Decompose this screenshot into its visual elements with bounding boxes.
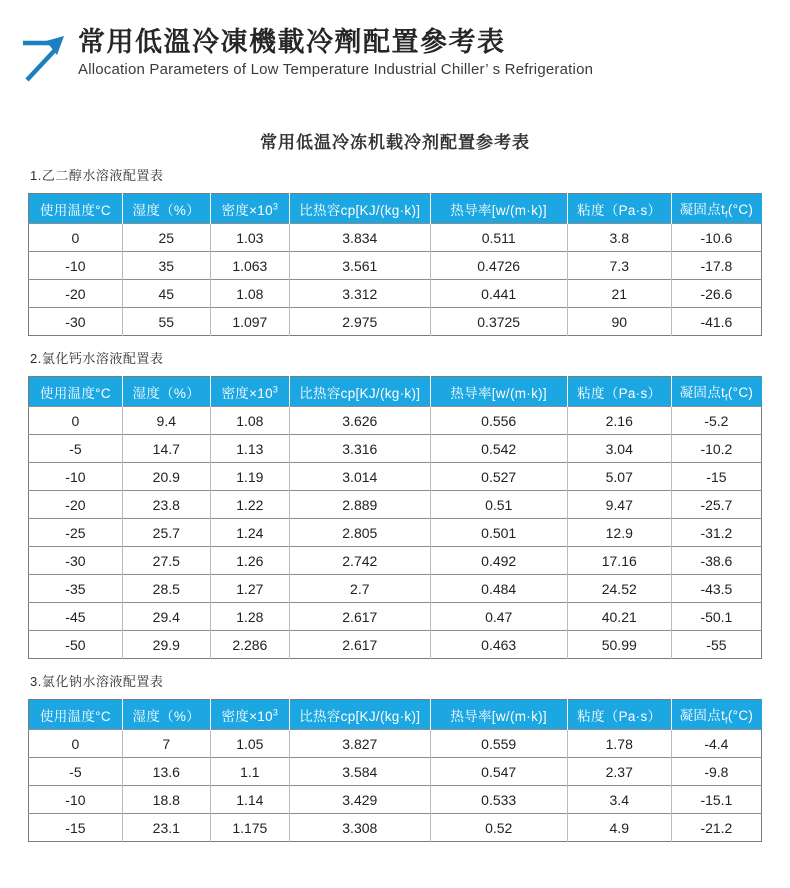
- table-row: [29, 519, 762, 547]
- table-cell: 0.556: [430, 407, 567, 435]
- table-cell: 29.9: [122, 631, 210, 659]
- table-cell: 40.21: [567, 603, 671, 631]
- table-cell: 0.492: [430, 547, 567, 575]
- column-header: 比热容cp[KJ/(kg·k)]: [289, 194, 430, 224]
- column-header: 热导率[w/(m·k)]: [430, 377, 567, 407]
- table-cell: -25.7: [671, 491, 761, 519]
- table-cell: 50.99: [567, 631, 671, 659]
- table-cell: 4.9: [567, 814, 671, 842]
- column-header: 凝固点$t_f(^\circ C)$: [671, 194, 761, 224]
- table-cell: 27.5: [122, 547, 210, 575]
- table-cell: -15.1: [671, 786, 761, 814]
- table-cell: 2.7: [289, 575, 430, 603]
- table-row: [29, 547, 762, 575]
- table-cell: 3.308: [289, 814, 430, 842]
- table-cell: -31.2: [671, 519, 761, 547]
- table-cell: 13.6: [122, 758, 210, 786]
- table-cell: 2.286: [210, 631, 289, 659]
- table-cell: 2.975: [289, 308, 430, 336]
- section-label: 1.乙二醇水溶液配置表: [30, 168, 164, 183]
- column-header: 粘度（Pa·s）: [567, 700, 671, 730]
- table-cell: 3.584: [289, 758, 430, 786]
- table-cell: 0.542: [430, 435, 567, 463]
- column-header: 湿度（%）: [122, 194, 210, 224]
- table-cell: 1.28: [210, 603, 289, 631]
- table-cell: 1.24: [210, 519, 289, 547]
- arrow-up-right-icon: [20, 30, 66, 82]
- data-table: [28, 376, 762, 659]
- document-title: 常用低温冷冻机载冷剂配置参考表: [260, 133, 530, 152]
- table-row: [29, 280, 762, 308]
- table-cell: -10: [29, 786, 123, 814]
- table-cell: 7: [122, 730, 210, 758]
- table-cell: 1.05: [210, 730, 289, 758]
- table-cell: 0.559: [430, 730, 567, 758]
- table-cell: -10: [29, 463, 123, 491]
- table-row: [29, 758, 762, 786]
- table-cell: -43.5: [671, 575, 761, 603]
- table-cell: 3.8: [567, 224, 671, 252]
- table-cell: 1.08: [210, 280, 289, 308]
- table-cell: 45: [122, 280, 210, 308]
- table-cell: 0.527: [430, 463, 567, 491]
- table-cell: -55: [671, 631, 761, 659]
- section-label: 2.氯化钙水溶液配置表: [30, 351, 164, 366]
- data-table: [28, 193, 762, 336]
- table-row: [29, 252, 762, 280]
- table-cell: 3.626: [289, 407, 430, 435]
- table-cell: 9.47: [567, 491, 671, 519]
- table-row: [29, 435, 762, 463]
- table-cell: 0.52: [430, 814, 567, 842]
- column-header: 密度$\times 10^3$: [210, 700, 289, 730]
- table-cell: -41.6: [671, 308, 761, 336]
- table-cell: 25: [122, 224, 210, 252]
- column-header: 粘度（Pa·s）: [567, 194, 671, 224]
- table-cell: 2.889: [289, 491, 430, 519]
- table-cell: 1.19: [210, 463, 289, 491]
- column-header: 比热容cp[KJ/(kg·k)]: [289, 700, 430, 730]
- table-cell: 3.316: [289, 435, 430, 463]
- table-cell: 1.097: [210, 308, 289, 336]
- column-header: 热导率[w/(m·k)]: [430, 700, 567, 730]
- table-cell: -10: [29, 252, 123, 280]
- table-cell: 2.617: [289, 631, 430, 659]
- table-cell: 1.175: [210, 814, 289, 842]
- column-header: 凝固点$t_f(^\circ C)$: [671, 377, 761, 407]
- table-cell: -21.2: [671, 814, 761, 842]
- table-cell: 2.805: [289, 519, 430, 547]
- table-cell: -30: [29, 547, 123, 575]
- table-cell: 1.13: [210, 435, 289, 463]
- table-cell: 24.52: [567, 575, 671, 603]
- table-cell: 1.14: [210, 786, 289, 814]
- table-cell: 29.4: [122, 603, 210, 631]
- table-cell: -10.6: [671, 224, 761, 252]
- table-cell: 3.04: [567, 435, 671, 463]
- brand-title-en: Allocation Parameters of Low Temperature Industrial Chiller’ s Refrigeration: [78, 61, 594, 79]
- table-cell: -26.6: [671, 280, 761, 308]
- table-row: [29, 407, 762, 435]
- table-row: [29, 730, 762, 758]
- table-cell: 0.47: [430, 603, 567, 631]
- table-cell: 14.7: [122, 435, 210, 463]
- table-cell: 35: [122, 252, 210, 280]
- table-cell: 3.827: [289, 730, 430, 758]
- section-label: 3.氯化钠水溶液配置表: [30, 674, 164, 689]
- table-cell: -5.2: [671, 407, 761, 435]
- table-cell: 23.8: [122, 491, 210, 519]
- table-cell: -20: [29, 280, 123, 308]
- table-row: [29, 308, 762, 336]
- table-cell: 0.484: [430, 575, 567, 603]
- table-cell: 9.4: [122, 407, 210, 435]
- table-cell: 28.5: [122, 575, 210, 603]
- table-cell: 12.9: [567, 519, 671, 547]
- table-cell: -5: [29, 758, 123, 786]
- table-cell: -38.6: [671, 547, 761, 575]
- table-cell: 2.617: [289, 603, 430, 631]
- table-cell: 3.834: [289, 224, 430, 252]
- table-cell: 55: [122, 308, 210, 336]
- table-cell: 0.4726: [430, 252, 567, 280]
- table-cell: 1.26: [210, 547, 289, 575]
- data-table: [28, 699, 762, 842]
- table-cell: 2.37: [567, 758, 671, 786]
- table-cell: -45: [29, 603, 123, 631]
- table-row: [29, 491, 762, 519]
- brand-titles: [78, 26, 593, 78]
- column-header: 热导率[w/(m·k)]: [430, 194, 567, 224]
- table-cell: 5.07: [567, 463, 671, 491]
- table-cell: 25.7: [122, 519, 210, 547]
- table-cell: 3.312: [289, 280, 430, 308]
- column-header: 湿度（%）: [122, 377, 210, 407]
- table-cell: 20.9: [122, 463, 210, 491]
- table-row: [29, 786, 762, 814]
- column-header: 密度$\times 10^3$: [210, 194, 289, 224]
- table-cell: 1.063: [210, 252, 289, 280]
- table-cell: 0.511: [430, 224, 567, 252]
- table-cell: -25: [29, 519, 123, 547]
- column-header: 使用温度°C: [29, 377, 123, 407]
- table-cell: 0: [29, 730, 123, 758]
- table-cell: 3.014: [289, 463, 430, 491]
- table-cell: 0: [29, 407, 123, 435]
- table-cell: 2.16: [567, 407, 671, 435]
- header-row: [29, 194, 762, 224]
- table-row: [29, 575, 762, 603]
- table-cell: 0: [29, 224, 123, 252]
- table-row: [29, 814, 762, 842]
- table-cell: -17.8: [671, 252, 761, 280]
- table-cell: 90: [567, 308, 671, 336]
- table-cell: 0.3725: [430, 308, 567, 336]
- table-cell: -15: [671, 463, 761, 491]
- table-cell: 0.501: [430, 519, 567, 547]
- table-cell: -50: [29, 631, 123, 659]
- table-cell: 1.27: [210, 575, 289, 603]
- table-cell: 3.429: [289, 786, 430, 814]
- table-row: [29, 463, 762, 491]
- table-cell: -9.8: [671, 758, 761, 786]
- table-cell: -5: [29, 435, 123, 463]
- table-cell: 1.03: [210, 224, 289, 252]
- column-header: 使用温度°C: [29, 194, 123, 224]
- table-cell: -20: [29, 491, 123, 519]
- table-cell: 1.22: [210, 491, 289, 519]
- table-cell: 1.78: [567, 730, 671, 758]
- table-cell: 0.441: [430, 280, 567, 308]
- table-cell: 17.16: [567, 547, 671, 575]
- table-cell: 23.1: [122, 814, 210, 842]
- table-row: [29, 603, 762, 631]
- table-cell: 3.4: [567, 786, 671, 814]
- table-cell: -4.4: [671, 730, 761, 758]
- column-header: 使用温度°C: [29, 700, 123, 730]
- table-cell: 0.51: [430, 491, 567, 519]
- table-cell: 21: [567, 280, 671, 308]
- table-sections: [0, 165, 790, 842]
- table-cell: 1.08: [210, 407, 289, 435]
- table-cell: 0.533: [430, 786, 567, 814]
- table-cell: -30: [29, 308, 123, 336]
- table-cell: 1.1: [210, 758, 289, 786]
- page-header: [0, 0, 790, 82]
- column-header: 湿度（%）: [122, 700, 210, 730]
- table-cell: -15: [29, 814, 123, 842]
- table-cell: 3.561: [289, 252, 430, 280]
- table-row: [29, 631, 762, 659]
- table-cell: 2.742: [289, 547, 430, 575]
- header-row: [29, 377, 762, 407]
- table-cell: -50.1: [671, 603, 761, 631]
- table-cell: 0.547: [430, 758, 567, 786]
- column-header: 凝固点$t_f(^\circ C)$: [671, 700, 761, 730]
- column-header: 密度$\times 10^3$: [210, 377, 289, 407]
- brand-title-cn: 常用低溫冷凍機載冷劑配置參考表: [78, 27, 506, 57]
- table-cell: -35: [29, 575, 123, 603]
- table-row: [29, 224, 762, 252]
- table-cell: 18.8: [122, 786, 210, 814]
- column-header: 粘度（Pa·s）: [567, 377, 671, 407]
- table-cell: 0.463: [430, 631, 567, 659]
- table-cell: -10.2: [671, 435, 761, 463]
- table-cell: 7.3: [567, 252, 671, 280]
- header-row: [29, 700, 762, 730]
- column-header: 比热容cp[KJ/(kg·k)]: [289, 377, 430, 407]
